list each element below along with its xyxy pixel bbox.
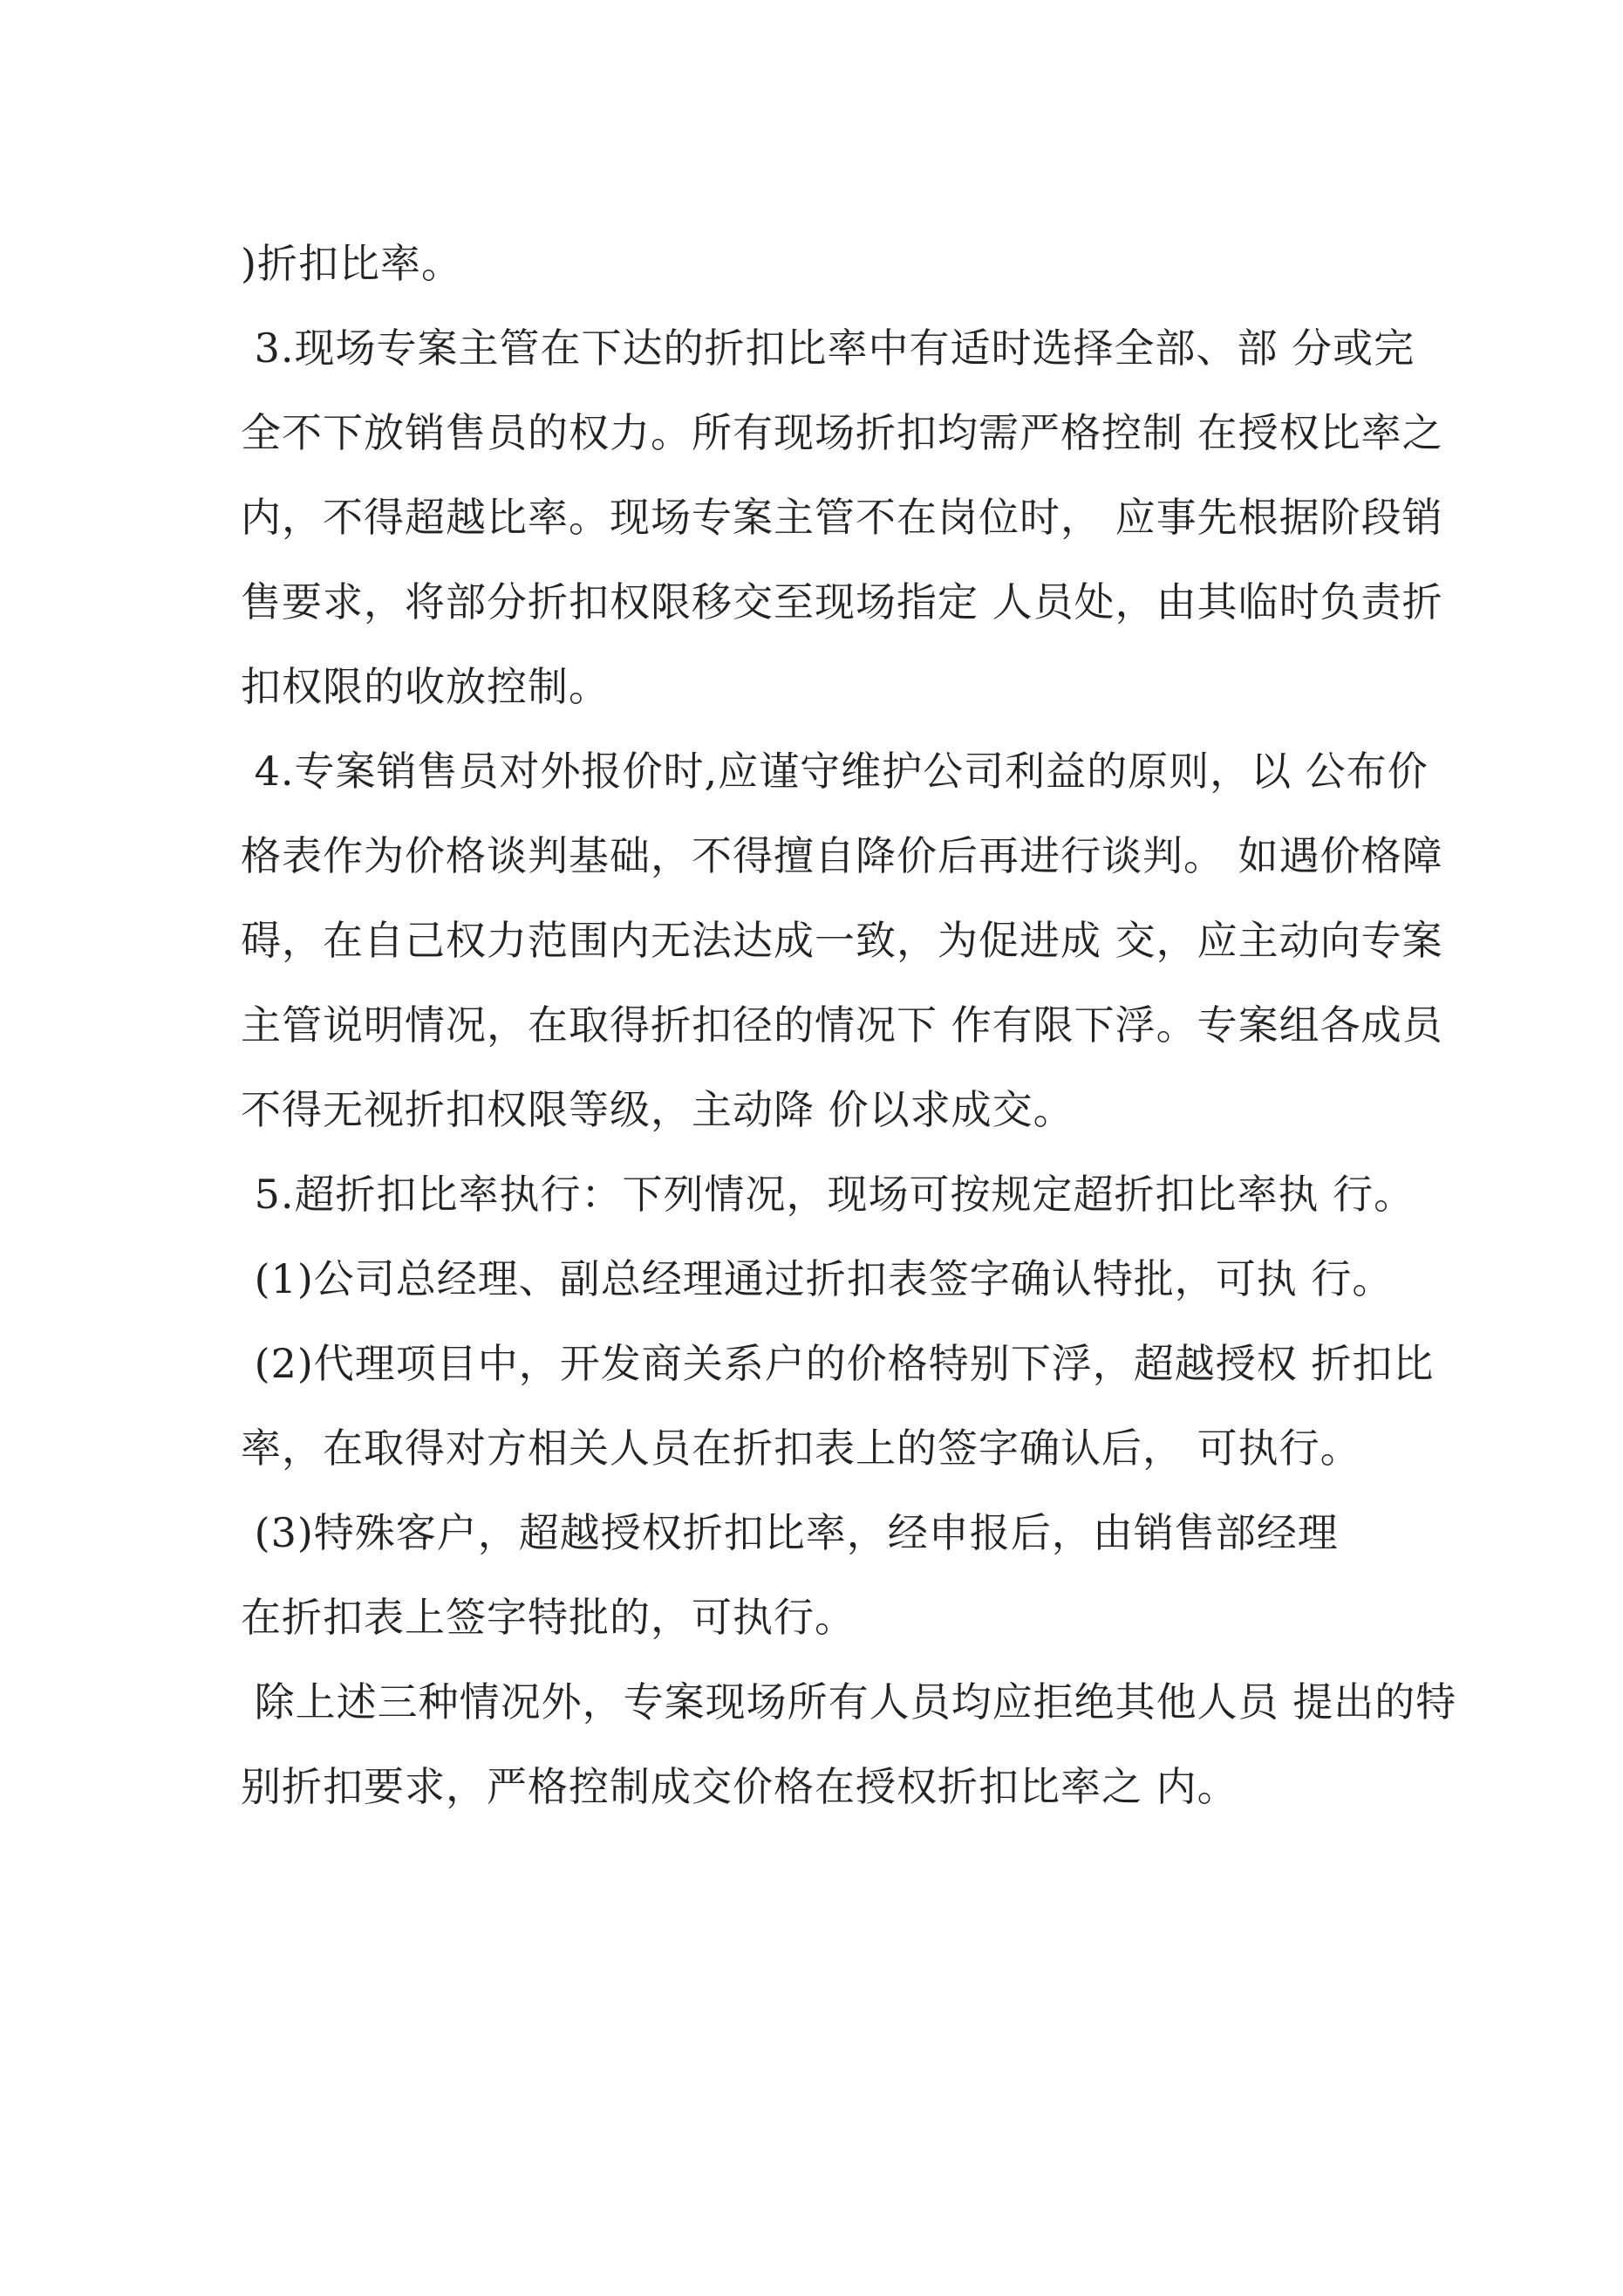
text-line: 碍，在自己权力范围内无法达成一致，为促进成 交，应主动向专案 — [241, 917, 1443, 964]
text-line: 格表作为价格谈判基础，不得擅自降价后再进行谈判。 如遇价格障 — [241, 832, 1443, 879]
text-line: (3)特殊客户，超越授权折扣比率，经申报后，由销售部经理 — [241, 1509, 1339, 1556]
text-line: 别折扣要求，严格控制成交价格在授权折扣比率之 内。 — [241, 1763, 1238, 1810]
text-line: )折扣比率。 — [241, 240, 462, 287]
text-line: 5.超折扣比率执行：下列情况，现场可按规定超折扣比率执 行。 — [241, 1171, 1415, 1218]
text-line: 全不下放销售员的权力。所有现场折扣均需严格控制 在授权比率之 — [241, 409, 1443, 456]
text-line: 除上述三种情况外，专案现场所有人员均应拒绝其他人员 提出的特 — [241, 1678, 1457, 1725]
text-line: 3.现场专案主管在下达的折扣比率中有适时选择全部、部 分或完 — [241, 325, 1415, 372]
text-line: 4.专案销售员对外报价时,应谨守维护公司利益的原则，以 公布价 — [241, 748, 1429, 795]
text-line: 主管说明情况，在取得折扣径的情况下 作有限下浮。专案组各成员 — [241, 1001, 1443, 1049]
text-line: 扣权限的收放控制。 — [241, 663, 610, 710]
text-line: 在折扣表上签字特批的，可执行。 — [241, 1594, 856, 1641]
text-line: (1)公司总经理、副总经理通过折扣表签字确认特批，可执 行。 — [241, 1255, 1394, 1302]
document-body — [241, 222, 1457, 1829]
text-line: 内，不得超越比率。现场专案主管不在岗位时， 应事先根据阶段销 — [241, 494, 1443, 541]
text-line: 不得无视折扣权限等级，主动降 价以求成交。 — [241, 1086, 1074, 1133]
text-line: (2)代理项目中，开发商关系户的价格特别下浮，超越授权 折扣比 — [241, 1340, 1435, 1387]
text-line: 率，在取得对方相关人员在折扣表上的签字确认后， 可执行。 — [241, 1425, 1361, 1472]
text-line: 售要求，将部分折扣权限移交至现场指定 人员处，由其临时负责折 — [241, 578, 1443, 625]
